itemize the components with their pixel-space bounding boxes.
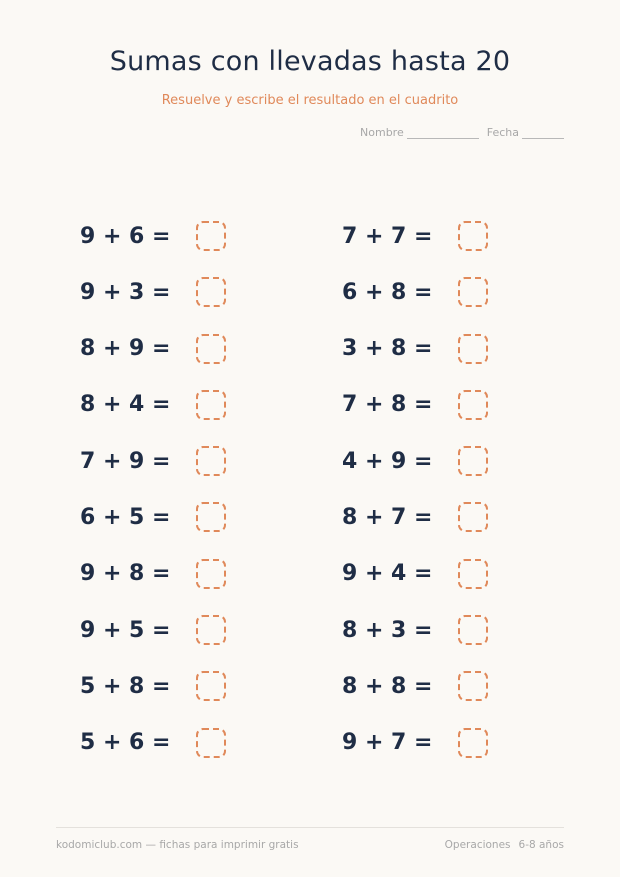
answer-box[interactable] xyxy=(196,277,226,307)
footer-divider xyxy=(56,827,564,828)
problem-item xyxy=(342,497,604,537)
answer-box[interactable] xyxy=(196,334,226,364)
answer-box[interactable] xyxy=(458,277,488,307)
answer-box[interactable] xyxy=(458,221,488,251)
answer-box[interactable] xyxy=(196,728,226,758)
problem-item xyxy=(80,723,342,763)
answer-box[interactable] xyxy=(196,502,226,532)
problem-item xyxy=(342,723,604,763)
footer-category: Operaciones xyxy=(444,839,511,851)
problem-expression: 7 + 8 = xyxy=(342,392,433,418)
problem-expression: 8 + 8 = xyxy=(342,673,433,699)
problem-expression: 9 + 4 = xyxy=(342,561,433,587)
problem-item xyxy=(80,216,342,256)
problem-item xyxy=(342,216,604,256)
answer-box[interactable] xyxy=(458,390,488,420)
problem-expression: 3 + 8 = xyxy=(342,336,433,362)
problem-expression: 6 + 5 = xyxy=(80,504,171,530)
problem-item xyxy=(342,554,604,594)
problem-item xyxy=(342,385,604,425)
name-line[interactable] xyxy=(407,128,479,139)
answer-box[interactable] xyxy=(458,502,488,532)
footer-meta xyxy=(445,839,564,851)
problem-expression: 9 + 6 = xyxy=(80,223,171,249)
problem-item xyxy=(342,610,604,650)
problem-grid xyxy=(80,216,604,779)
answer-box[interactable] xyxy=(458,615,488,645)
problem-expression: 9 + 5 = xyxy=(80,617,171,643)
problem-expression: 5 + 6 = xyxy=(80,730,171,756)
date-line[interactable] xyxy=(522,128,564,139)
name-label: Nombre xyxy=(360,126,404,139)
problem-item xyxy=(80,329,342,369)
problem-item xyxy=(80,610,342,650)
problem-expression: 4 + 9 = xyxy=(342,448,433,474)
problem-expression: 8 + 7 = xyxy=(342,504,433,530)
problem-item xyxy=(80,385,342,425)
answer-box[interactable] xyxy=(196,446,226,476)
answer-box[interactable] xyxy=(196,221,226,251)
date-label: Fecha xyxy=(486,126,519,139)
page-subtitle: Resuelve y escribe el resultado en el cuadrito xyxy=(161,93,459,108)
answer-box[interactable] xyxy=(196,671,226,701)
page-title: Sumas con llevadas hasta 20 xyxy=(109,46,511,77)
problem-item xyxy=(80,497,342,537)
answer-box[interactable] xyxy=(458,671,488,701)
problem-item xyxy=(80,554,342,594)
problem-expression: 7 + 9 = xyxy=(80,448,171,474)
problem-expression: 8 + 4 = xyxy=(80,392,171,418)
answer-box[interactable] xyxy=(458,559,488,589)
problem-item xyxy=(80,441,342,481)
problem-item xyxy=(342,329,604,369)
problem-expression: 8 + 3 = xyxy=(342,617,433,643)
problem-item xyxy=(80,666,342,706)
answer-box[interactable] xyxy=(458,728,488,758)
problem-item xyxy=(80,272,342,312)
footer-credit: kodomiclub.com — fichas para imprimir gratis xyxy=(56,839,299,851)
problem-expression: 6 + 8 = xyxy=(342,279,433,305)
problem-expression: 9 + 3 = xyxy=(80,279,171,305)
problem-expression: 8 + 9 = xyxy=(80,336,171,362)
answer-box[interactable] xyxy=(196,615,226,645)
problem-expression: 9 + 7 = xyxy=(342,730,433,756)
date-field[interactable] xyxy=(487,126,564,139)
problem-expression: 7 + 7 = xyxy=(342,223,433,249)
answer-box[interactable] xyxy=(196,390,226,420)
problem-expression: 9 + 8 = xyxy=(80,561,171,587)
answer-box[interactable] xyxy=(458,334,488,364)
name-field[interactable] xyxy=(360,126,479,139)
problem-item xyxy=(342,441,604,481)
student-fields xyxy=(360,126,564,139)
problem-expression: 5 + 8 = xyxy=(80,673,171,699)
problem-item xyxy=(342,272,604,312)
answer-box[interactable] xyxy=(458,446,488,476)
footer-age: 6-8 años xyxy=(518,839,564,851)
problem-item xyxy=(342,666,604,706)
answer-box[interactable] xyxy=(196,559,226,589)
